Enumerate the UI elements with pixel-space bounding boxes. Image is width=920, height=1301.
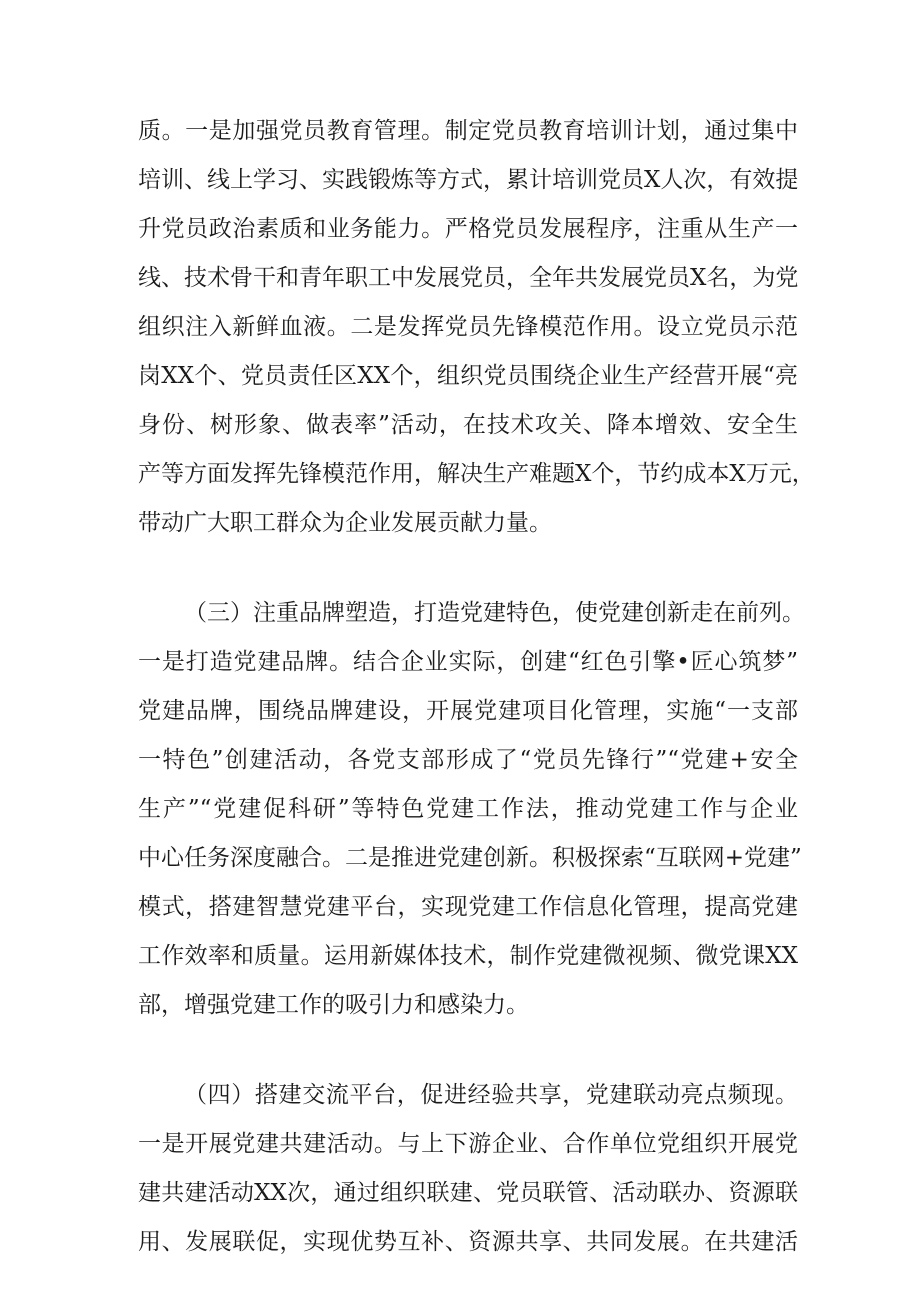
text-line: 带动广大职工群众为企业发展贡献力量。 xyxy=(138,510,552,536)
text-line: 组织注入新鲜血液。二是发挥党员先锋模范作用。设立党员示范 xyxy=(138,314,798,340)
text-line: 建共建活动XX次，通过组织联建、党员联管、活动联办、资源联 xyxy=(138,1180,798,1206)
text-line: 一特色”创建活动，各党支部形成了“党员先锋行”“党建+安全 xyxy=(138,747,798,773)
text-line: 培训、线上学习、实践锻炼等方式，累计培训党员X人次，有效提 xyxy=(138,167,799,193)
text-line: 一是开展党建共建活动。与上下游企业、合作单位党组织开展党 xyxy=(138,1131,798,1157)
text-line: 身份、树形象、做表率”活动，在技术攻关、降本增效、安全生 xyxy=(138,412,798,438)
paragraph-spacer xyxy=(138,1030,798,1071)
text-line: 模式，搭建智慧党建平台，实现党建工作信息化管理，提高党建 xyxy=(138,894,798,920)
text-line: 升党员政治素质和业务能力。严格党员发展程序，注重从生产一 xyxy=(138,216,798,242)
text-line: 质。一是加强党员教育管理。制定党员教育培训计划，通过集中 xyxy=(138,118,798,144)
text-line: 中心任务深度融合。二是推进党建创新。积极探索“互联网+党建” xyxy=(138,845,802,871)
section-heading-line: （三）注重品牌塑造，打造党建特色，使党建创新走在前列。 xyxy=(184,600,805,626)
text-line: 工作效率和质量。运用新媒体技术，制作党建微视频、微党课XX xyxy=(138,943,798,969)
text-line: 党建品牌，围绕品牌建设，开展党建项目化管理，实施“一支部 xyxy=(138,698,798,724)
paragraph-brand-building xyxy=(138,589,805,1030)
document-body xyxy=(138,107,815,1267)
text-line: 用、发展联促，实现优势互补、资源共享、共同发展。在共建活 xyxy=(138,1229,798,1255)
text-line: 部，增强党建工作的吸引力和感染力。 xyxy=(138,992,529,1018)
paragraph-exchange-platform xyxy=(138,1071,798,1267)
text-line: 一是打造党建品牌。结合企业实际，创建“红色引擎•匠心筑梦” xyxy=(138,649,798,675)
paragraph-spacer xyxy=(138,548,798,589)
text-line: 产等方面发挥先锋模范作用，解决生产难题X个，节约成本X万元， xyxy=(138,461,815,487)
text-line: 岗XX个、党员责任区XX个，组织党员围绕企业生产经营开展“亮 xyxy=(138,363,798,389)
section-heading-line: （四）搭建交流平台，促进经验共享，党建联动亮点频现。 xyxy=(184,1082,798,1108)
text-line: 线、技术骨干和青年职工中发展党员，全年共发展党员X名，为党 xyxy=(138,265,799,291)
text-line: 生产”“党建促科研”等特色党建工作法，推动党建工作与企业 xyxy=(138,796,798,822)
paragraph-party-education xyxy=(138,107,815,548)
